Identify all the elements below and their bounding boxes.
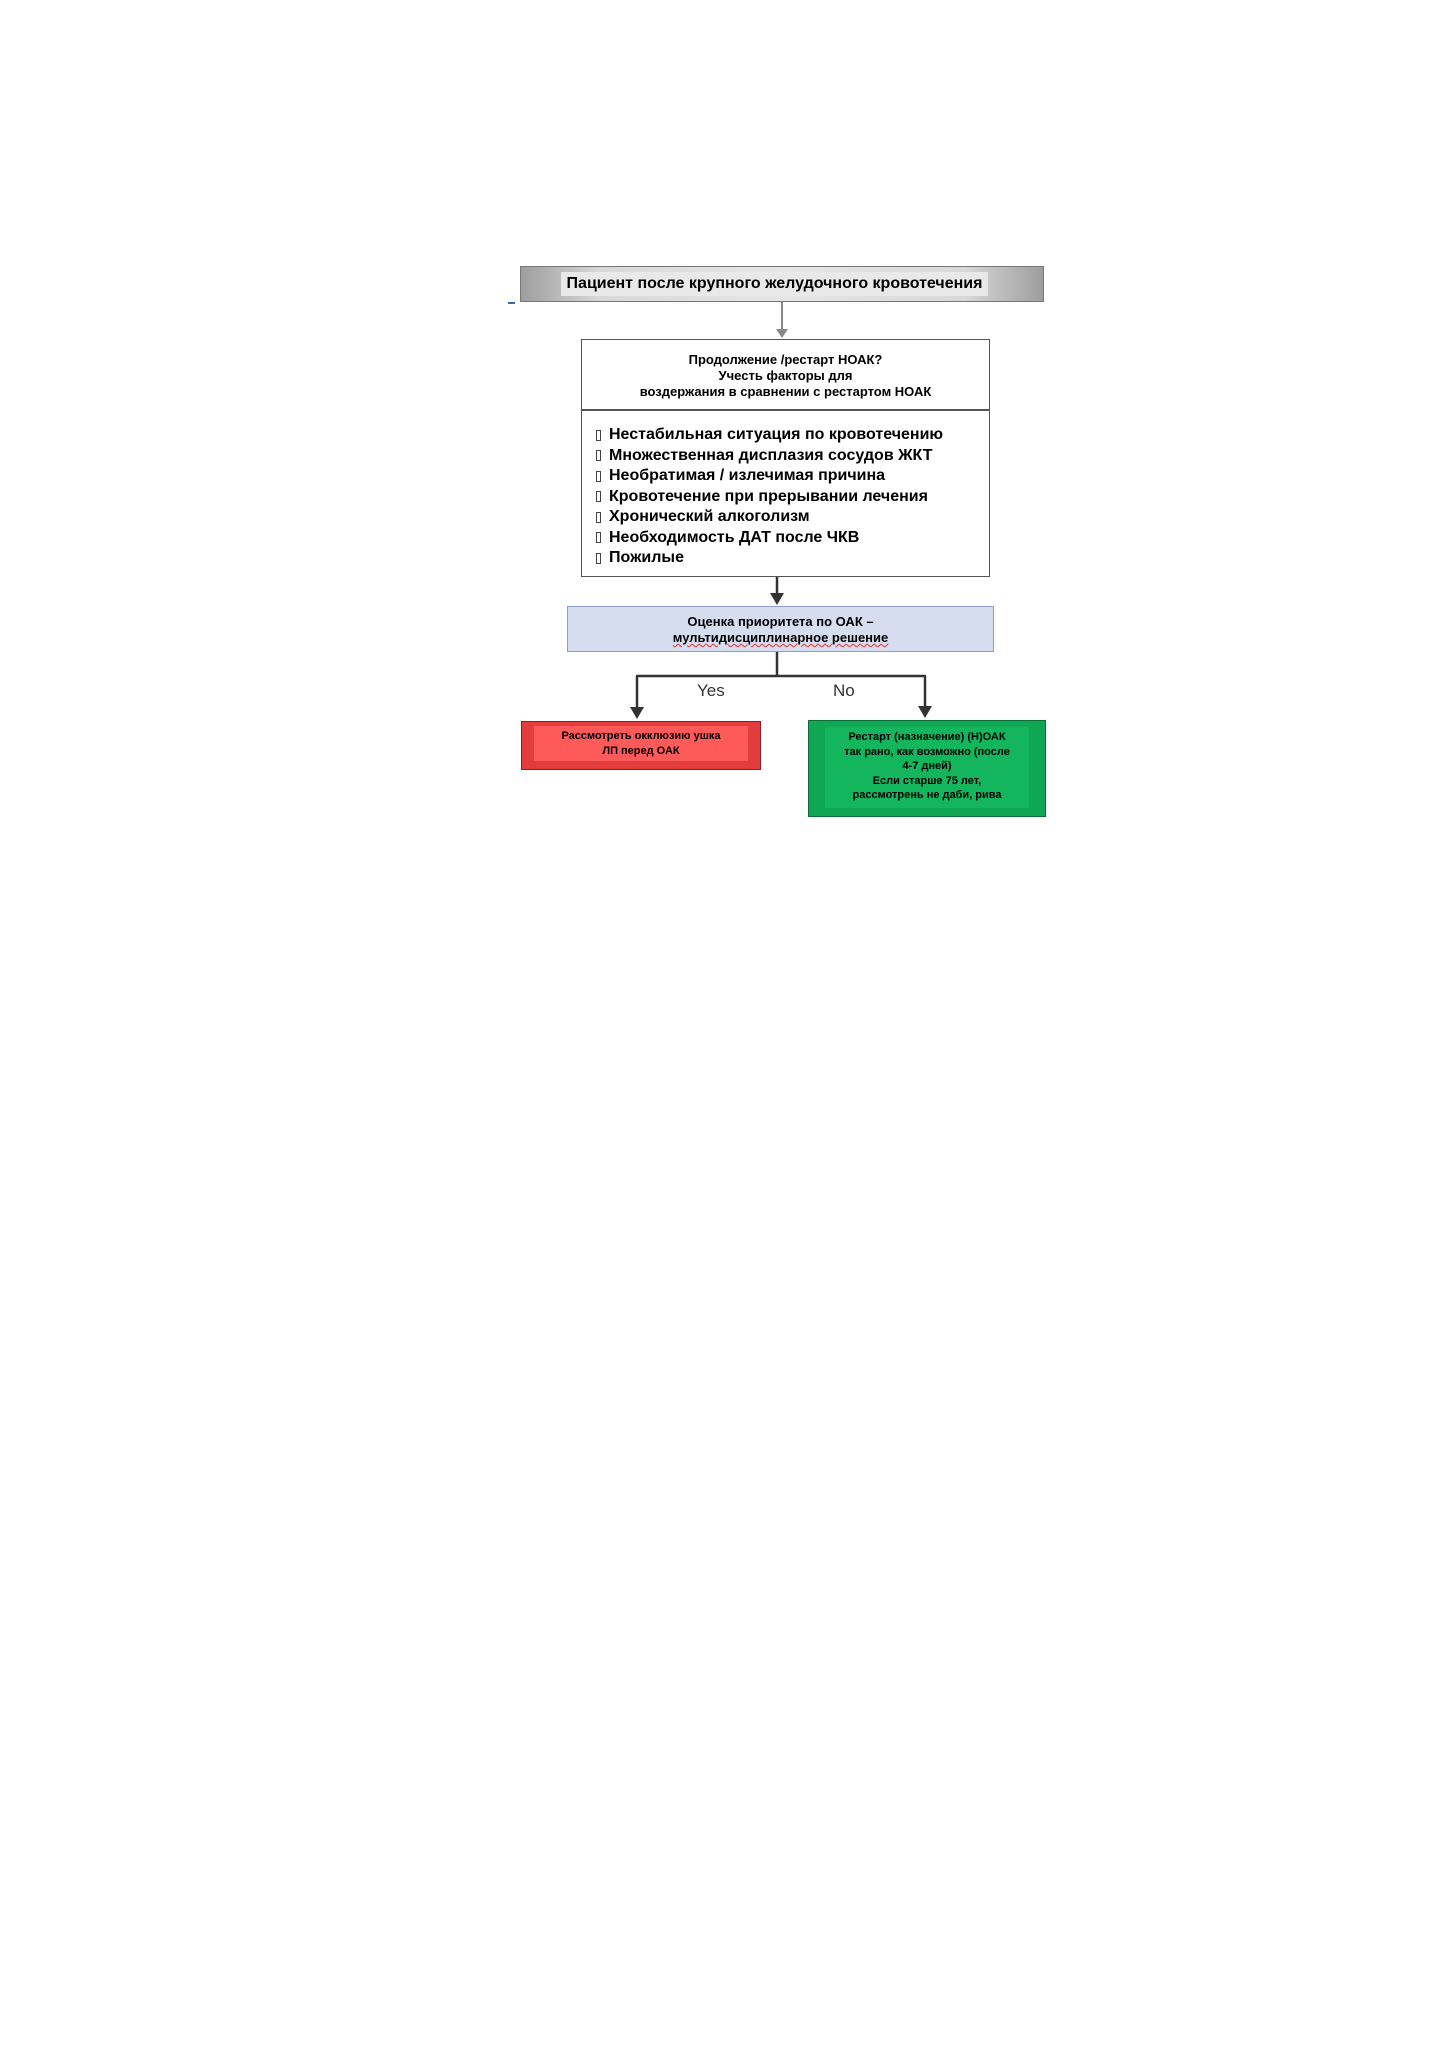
restart-oac-text [825,727,1029,808]
factor-label: Необходимость ДАТ после ЧКВ [609,528,860,546]
laa-occlusion-text [534,726,748,761]
patient-box [520,266,1044,302]
factor-label: Хронический алкоголизм [609,508,810,526]
factor-item [596,548,989,569]
factor-label: Пожилые [609,549,684,567]
restart-line-5: рассмотрень не даби, рива [852,789,1002,801]
checkbox-icon [596,512,601,523]
question-line-2: Учесть факторы для [718,368,853,383]
factor-item [596,507,989,528]
checkbox-icon [596,430,601,441]
checkbox-icon [596,471,601,482]
checkbox-icon [596,553,601,564]
factor-label: Множественная дисплазия сосудов ЖКТ [609,446,933,464]
restart-oac-box [808,720,1046,817]
decision-line-2: мультидисциплинарное решение [672,630,889,645]
decorative-dash [508,302,515,304]
factor-item [596,466,989,487]
factor-label: Нестабильная ситуация по кровотечению [609,426,944,444]
checkbox-icon [596,450,601,461]
question-box [581,339,990,410]
decision-line-1: Оценка приоритета по ОАК – [687,614,874,629]
restart-line-2: так рано, как возможно (после [844,745,1010,758]
restart-line-4: Если старше 75 лет, [872,774,982,787]
factors-box [581,410,990,577]
restart-line-1: Рестарт (назначение) (Н)ОАК [848,731,1006,743]
yes-branch-label: Yes [697,681,725,700]
factor-item [596,446,989,467]
factor-label: Необратимая / излечимая причина [609,467,886,485]
patient-box-label: Пациент после крупного желудочного кровотечения [561,272,988,296]
no-branch-label: No [833,681,855,700]
checkbox-icon [596,532,601,543]
factor-item [596,528,989,549]
laa-occlusion-line-1: Рассмотреть окклюзию ушка [561,730,721,742]
checkbox-icon [596,491,601,502]
restart-line-3: 4-7 дней) [902,760,952,772]
decision-box [567,606,994,652]
factor-item [596,425,989,446]
question-line-3: воздержания в сравнении с рестартом НОАК [639,384,932,399]
laa-occlusion-line-2: ЛП перед ОАК [602,745,680,757]
laa-occlusion-box [521,721,761,770]
question-line-1: Продолжение /рестарт НОАК? [688,352,883,367]
factor-label: Кровотечение при прерывании лечения [609,487,928,505]
factor-item [596,487,989,508]
